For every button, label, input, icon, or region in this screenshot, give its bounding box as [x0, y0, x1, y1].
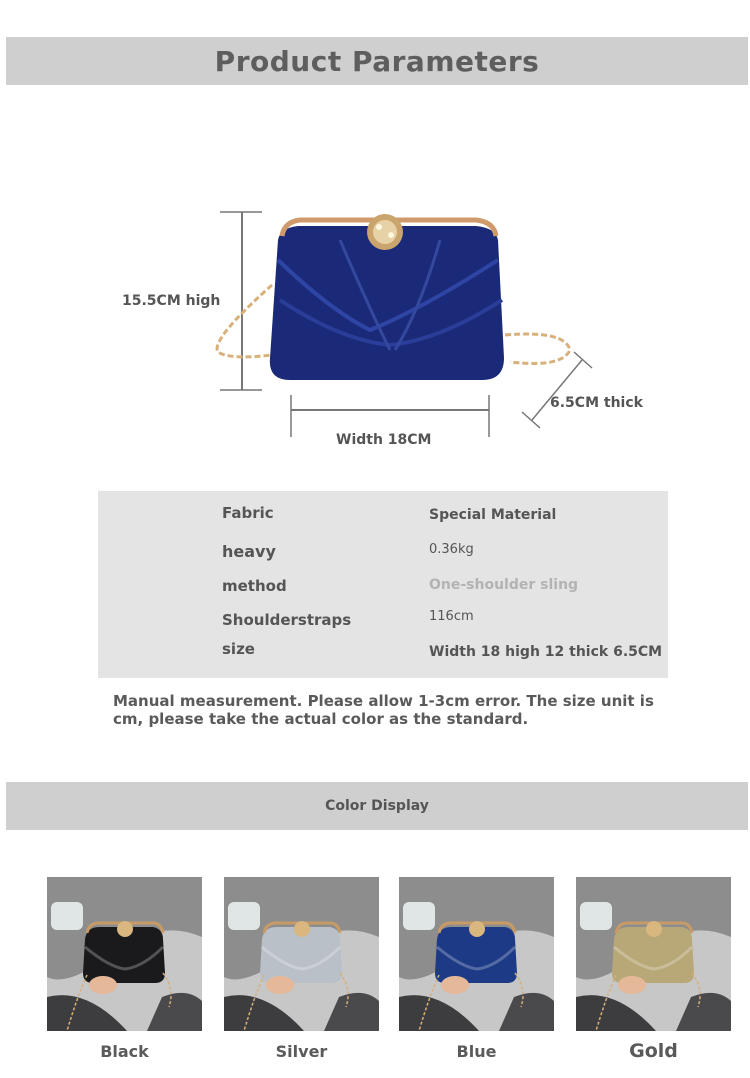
swatch-label-black: Black: [100, 1042, 149, 1061]
param-key-shoulderstraps: Shoulderstraps: [222, 611, 352, 629]
swatch-label-silver: Silver: [275, 1042, 328, 1061]
thickness-label: 6.5CM thick: [550, 395, 643, 411]
title-banner: [6, 37, 748, 85]
swatch-illustration: [224, 877, 379, 1031]
table-row: [98, 504, 668, 534]
param-value-heavy: 0.36kg: [429, 542, 474, 557]
param-key-fabric: Fabric: [222, 504, 274, 522]
color-display-title: Color Display: [325, 798, 429, 814]
swatch-illustration: [47, 877, 202, 1031]
color-display-banner: [6, 782, 748, 830]
swatch-blue-image: [399, 877, 554, 1031]
param-value-size: Width 18 high 12 thick 6.5CM: [429, 644, 663, 660]
param-key-size: size: [222, 640, 255, 658]
swatch-silver-image: [224, 877, 379, 1031]
bag-dimension-diagram: [100, 190, 660, 470]
param-key-method: method: [222, 577, 287, 595]
swatch-label-blue: Blue: [456, 1042, 497, 1061]
table-row: [98, 611, 668, 641]
table-row: [98, 542, 668, 572]
swatch-label-gold: Gold: [629, 1040, 678, 1062]
measurement-note: Manual measurement. Please allow 1-3cm error. The size unit is cm, please take the actual color as the standard.: [113, 692, 654, 728]
product-figure: [100, 190, 660, 470]
swatch-illustration: [576, 877, 731, 1031]
swatch-illustration: [399, 877, 554, 1031]
height-label: 15.5CM high: [122, 293, 221, 309]
width-label: Width 18CM: [336, 432, 432, 448]
swatch-gold-image: [576, 877, 731, 1031]
param-value-fabric: Special Material: [429, 507, 557, 523]
param-key-heavy: heavy: [222, 542, 276, 561]
parameters-table: [98, 491, 668, 678]
table-row: [98, 577, 668, 607]
swatch-black-image: [47, 877, 202, 1031]
table-row: [98, 640, 668, 670]
page-title: Product Parameters: [214, 44, 540, 78]
param-value-method: One-shoulder sling: [429, 577, 579, 593]
param-value-shoulderstraps: 116cm: [429, 609, 474, 624]
